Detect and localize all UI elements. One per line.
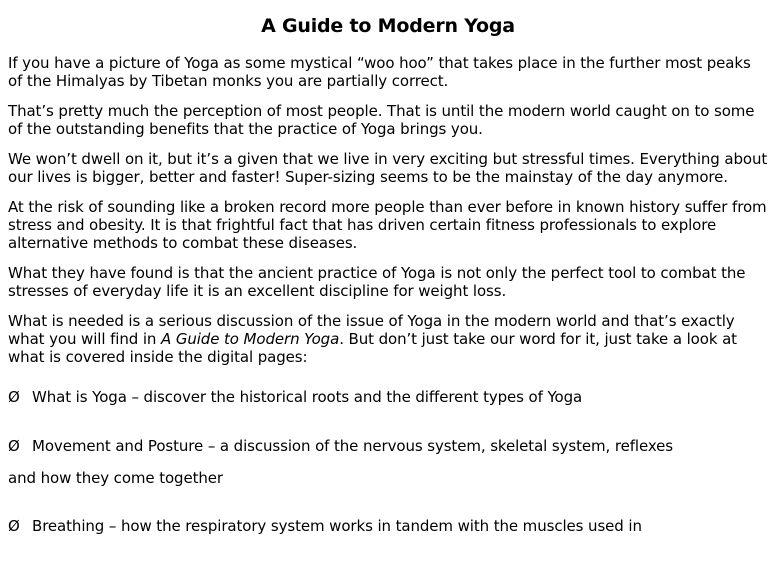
document-page [8,0,768,535]
bullet-marker: Ø [8,437,20,455]
intro-text-after: . But don’t just take our word for it, just take a look at what is covered inside the digital pages: [8,330,737,366]
bullet-item [8,517,768,535]
book-title-emphasis: A Guide to Modern Yoga [160,330,340,348]
bullet-item [8,437,768,455]
paragraph: If you have a picture of Yoga as some mystical “woo hoo” that takes place in the further most peaks of the Himalyas by Tibetan monks you are partially correct. [8,54,751,90]
bullet-item [8,388,768,406]
bullet-text: Breathing – how the respiratory system works in tandem with the muscles used in [32,517,642,535]
paragraph: At the risk of sounding like a broken record more people than ever before in known history suffer from stress and obesity. It is that frightful fact that has driven certain fitness professionals to explore alternative methods to combat these diseases. [8,198,767,252]
paragraph: That’s pretty much the perception of most people. That is until the modern world caught on to some of the outstanding benefits that the practice of Yoga brings you. [8,102,755,138]
document-title: A Guide to Modern Yoga [261,15,515,37]
paragraph: We won’t dwell on it, but it’s a given that we live in very exciting but stressful times. Everything about our lives is bigger, better and faster! Super-sizing seems to be the mainstay of the day anymore. [8,150,768,186]
bullet-marker: Ø [8,517,20,535]
bullet-marker: Ø [8,388,20,406]
intro-paragraph [8,312,768,366]
bullet-text: What is Yoga – discover the historical roots and the different types of Yoga [32,388,583,406]
paragraph: What they have found is that the ancient practice of Yoga is not only the perfect tool to combat the stresses of everyday life it is an excellent discipline for weight loss. [8,264,746,300]
intro-text-before: What is needed is a serious discussion of the issue of Yoga in the modern world and that’s exactly what you will find in [8,312,735,348]
bullet-continuation: and how they come together [8,469,223,487]
bullet-text: Movement and Posture – a discussion of the nervous system, skeletal system, reflexes [32,437,673,455]
